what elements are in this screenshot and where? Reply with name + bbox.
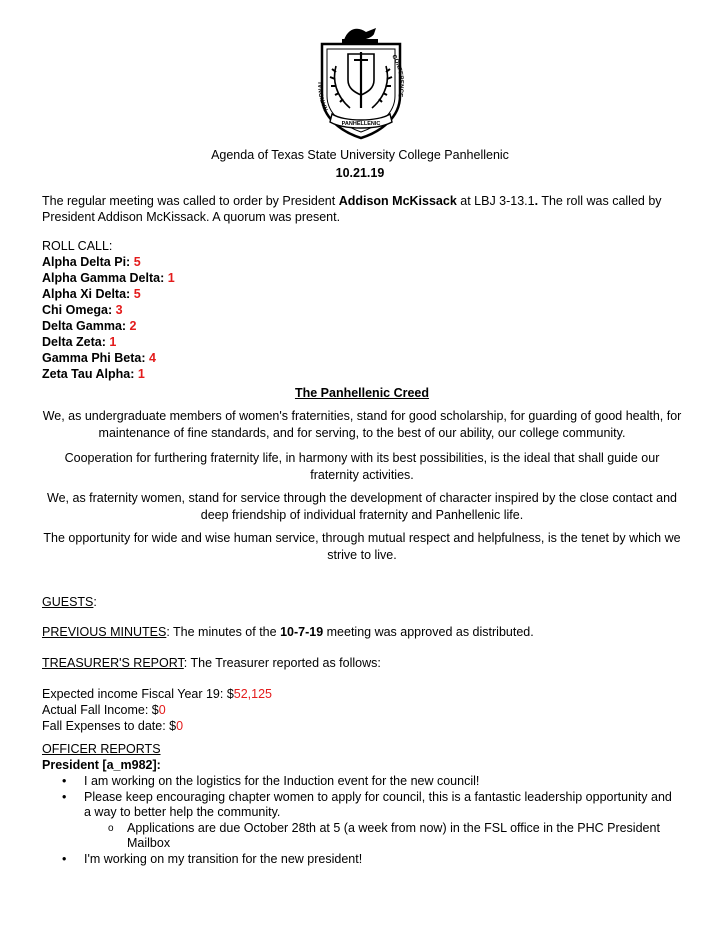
president-name: Addison McKissack	[338, 194, 457, 208]
president-report-label: President [a_m982]:	[42, 758, 161, 772]
treasurer-line-value: 52,125	[233, 687, 273, 701]
creed-paragraph	[42, 408, 682, 442]
chapter-count: 1	[137, 367, 145, 381]
creed-paragraph-3: We, as fraternity women, stand for service through the development of character inspired by the close contact and deep friendship of individual fraternity and Panhellenic life.	[47, 491, 677, 522]
treasurer-line	[42, 702, 682, 718]
treasurer-line-label: Actual Fall Income: $	[42, 703, 159, 717]
seal-right-text: CONFERENCE	[390, 54, 404, 98]
intro-period: .	[534, 194, 539, 208]
chapter-name: Alpha Gamma Delta:	[42, 271, 168, 285]
creed-title: The Panhellenic Creed	[294, 386, 430, 400]
creed-paragraph	[42, 450, 682, 484]
roll-call-entry	[42, 318, 682, 334]
document-date: 10.21.19	[335, 166, 385, 180]
chapter-count: 5	[133, 255, 141, 269]
treasurer-line-label: Expected income Fiscal Year 19: $	[42, 687, 234, 701]
chapter-name: Alpha Delta Pi:	[42, 255, 134, 269]
officer-reports-label: OFFICER REPORTS	[42, 742, 161, 756]
chapter-name: Zeta Tau Alpha:	[42, 367, 138, 381]
list-item: • I'm working on my transition for the new president!	[42, 852, 682, 868]
intro-text-3: The roll was called by President Addison McKissack. A quorum was present.	[42, 194, 662, 224]
guests-label: GUESTS	[42, 595, 94, 609]
president-report-list	[42, 774, 682, 867]
chapter-name: Chi Omega:	[42, 303, 116, 317]
treasurer-line	[42, 686, 682, 702]
treasurer-line-value: 0	[158, 703, 166, 717]
list-item-text: Please keep encouraging chapter women to apply for council, this is a fantastic leadership opportunity and a way to better help the community.	[84, 789, 672, 819]
chapter-count: 5	[133, 287, 141, 301]
intro-text-2: at LBJ 3-13.1	[456, 194, 535, 208]
chapter-name: Delta Zeta:	[42, 335, 110, 349]
treasurer-label: TREASURER'S REPORT	[42, 656, 184, 670]
sub-list-item: o Applications are due October 28th at 5 (a week from now) in the FSL office in the PHC President Mailbox	[84, 821, 682, 852]
roll-call-label: ROLL CALL:	[42, 239, 113, 253]
panhellenic-seal-icon	[314, 22, 408, 140]
previous-minutes-date: 10-7-19	[280, 625, 324, 639]
creed-paragraph-1: We, as undergraduate members of women's fraternities, stand for good scholarship, for guarding of good health, for maintenance of fine standards, and for serving, to the best of our ability, our college community.	[42, 409, 682, 440]
guests-section	[42, 594, 682, 610]
roll-call-section	[42, 238, 682, 382]
treasurer-line-value: 0	[176, 719, 184, 733]
treasurer-line-label: Fall Expenses to date: $	[42, 719, 177, 733]
roll-call-entry	[42, 334, 682, 350]
list-item: • I am working on the logistics for the Induction event for the new council!	[42, 774, 682, 790]
roll-call-entry	[42, 350, 682, 366]
chapter-count: 2	[129, 319, 137, 333]
creed-paragraph-4: The opportunity for wide and wise human service, through mutual respect and helpfulness, is the tenet by which we strive to live.	[43, 531, 681, 562]
previous-minutes-section	[42, 624, 682, 640]
treasurer-text: : The Treasurer reported as follows:	[183, 656, 381, 670]
sub-list	[84, 821, 682, 852]
chapter-name: Gamma Phi Beta:	[42, 351, 149, 365]
previous-minutes-text-2: meeting was approved as distributed.	[323, 625, 534, 639]
officer-reports-section	[42, 741, 682, 867]
intro-text-1: The regular meeting was called to order by President	[42, 194, 339, 208]
roll-call-entry	[42, 254, 682, 270]
chapter-count: 1	[167, 271, 175, 285]
chapter-name: Delta Gamma:	[42, 319, 130, 333]
chapter-count: 1	[109, 335, 117, 349]
roll-call-entry	[42, 302, 682, 318]
previous-minutes-text-1: : The minutes of the	[166, 625, 281, 639]
creed-paragraph	[42, 490, 682, 524]
creed-paragraph	[42, 530, 682, 564]
chapter-count: 3	[115, 303, 123, 317]
treasurer-lines	[42, 686, 682, 734]
treasurer-line	[42, 718, 682, 734]
seal-ribbon-text: PANHELLENIC	[341, 121, 381, 127]
roll-call-entry	[42, 270, 682, 286]
treasurer-section	[42, 655, 682, 671]
chapter-name: Alpha Xi Delta:	[42, 287, 134, 301]
seal-left-text: NATIONAL	[318, 80, 330, 112]
creed-paragraph-2: Cooperation for furthering fraternity life, in harmony with its best possibilities, is the ideal that shall guide our fraternity activities.	[64, 451, 660, 482]
roll-call-entry	[42, 286, 682, 302]
previous-minutes-label: PREVIOUS MINUTES	[42, 625, 167, 639]
roll-call-entry	[42, 366, 682, 382]
list-item	[42, 790, 682, 852]
chapter-count: 4	[148, 351, 156, 365]
document-title: Agenda of Texas State University College Panhellenic	[211, 148, 509, 162]
guests-colon: :	[93, 595, 97, 609]
intro-paragraph	[42, 193, 682, 225]
